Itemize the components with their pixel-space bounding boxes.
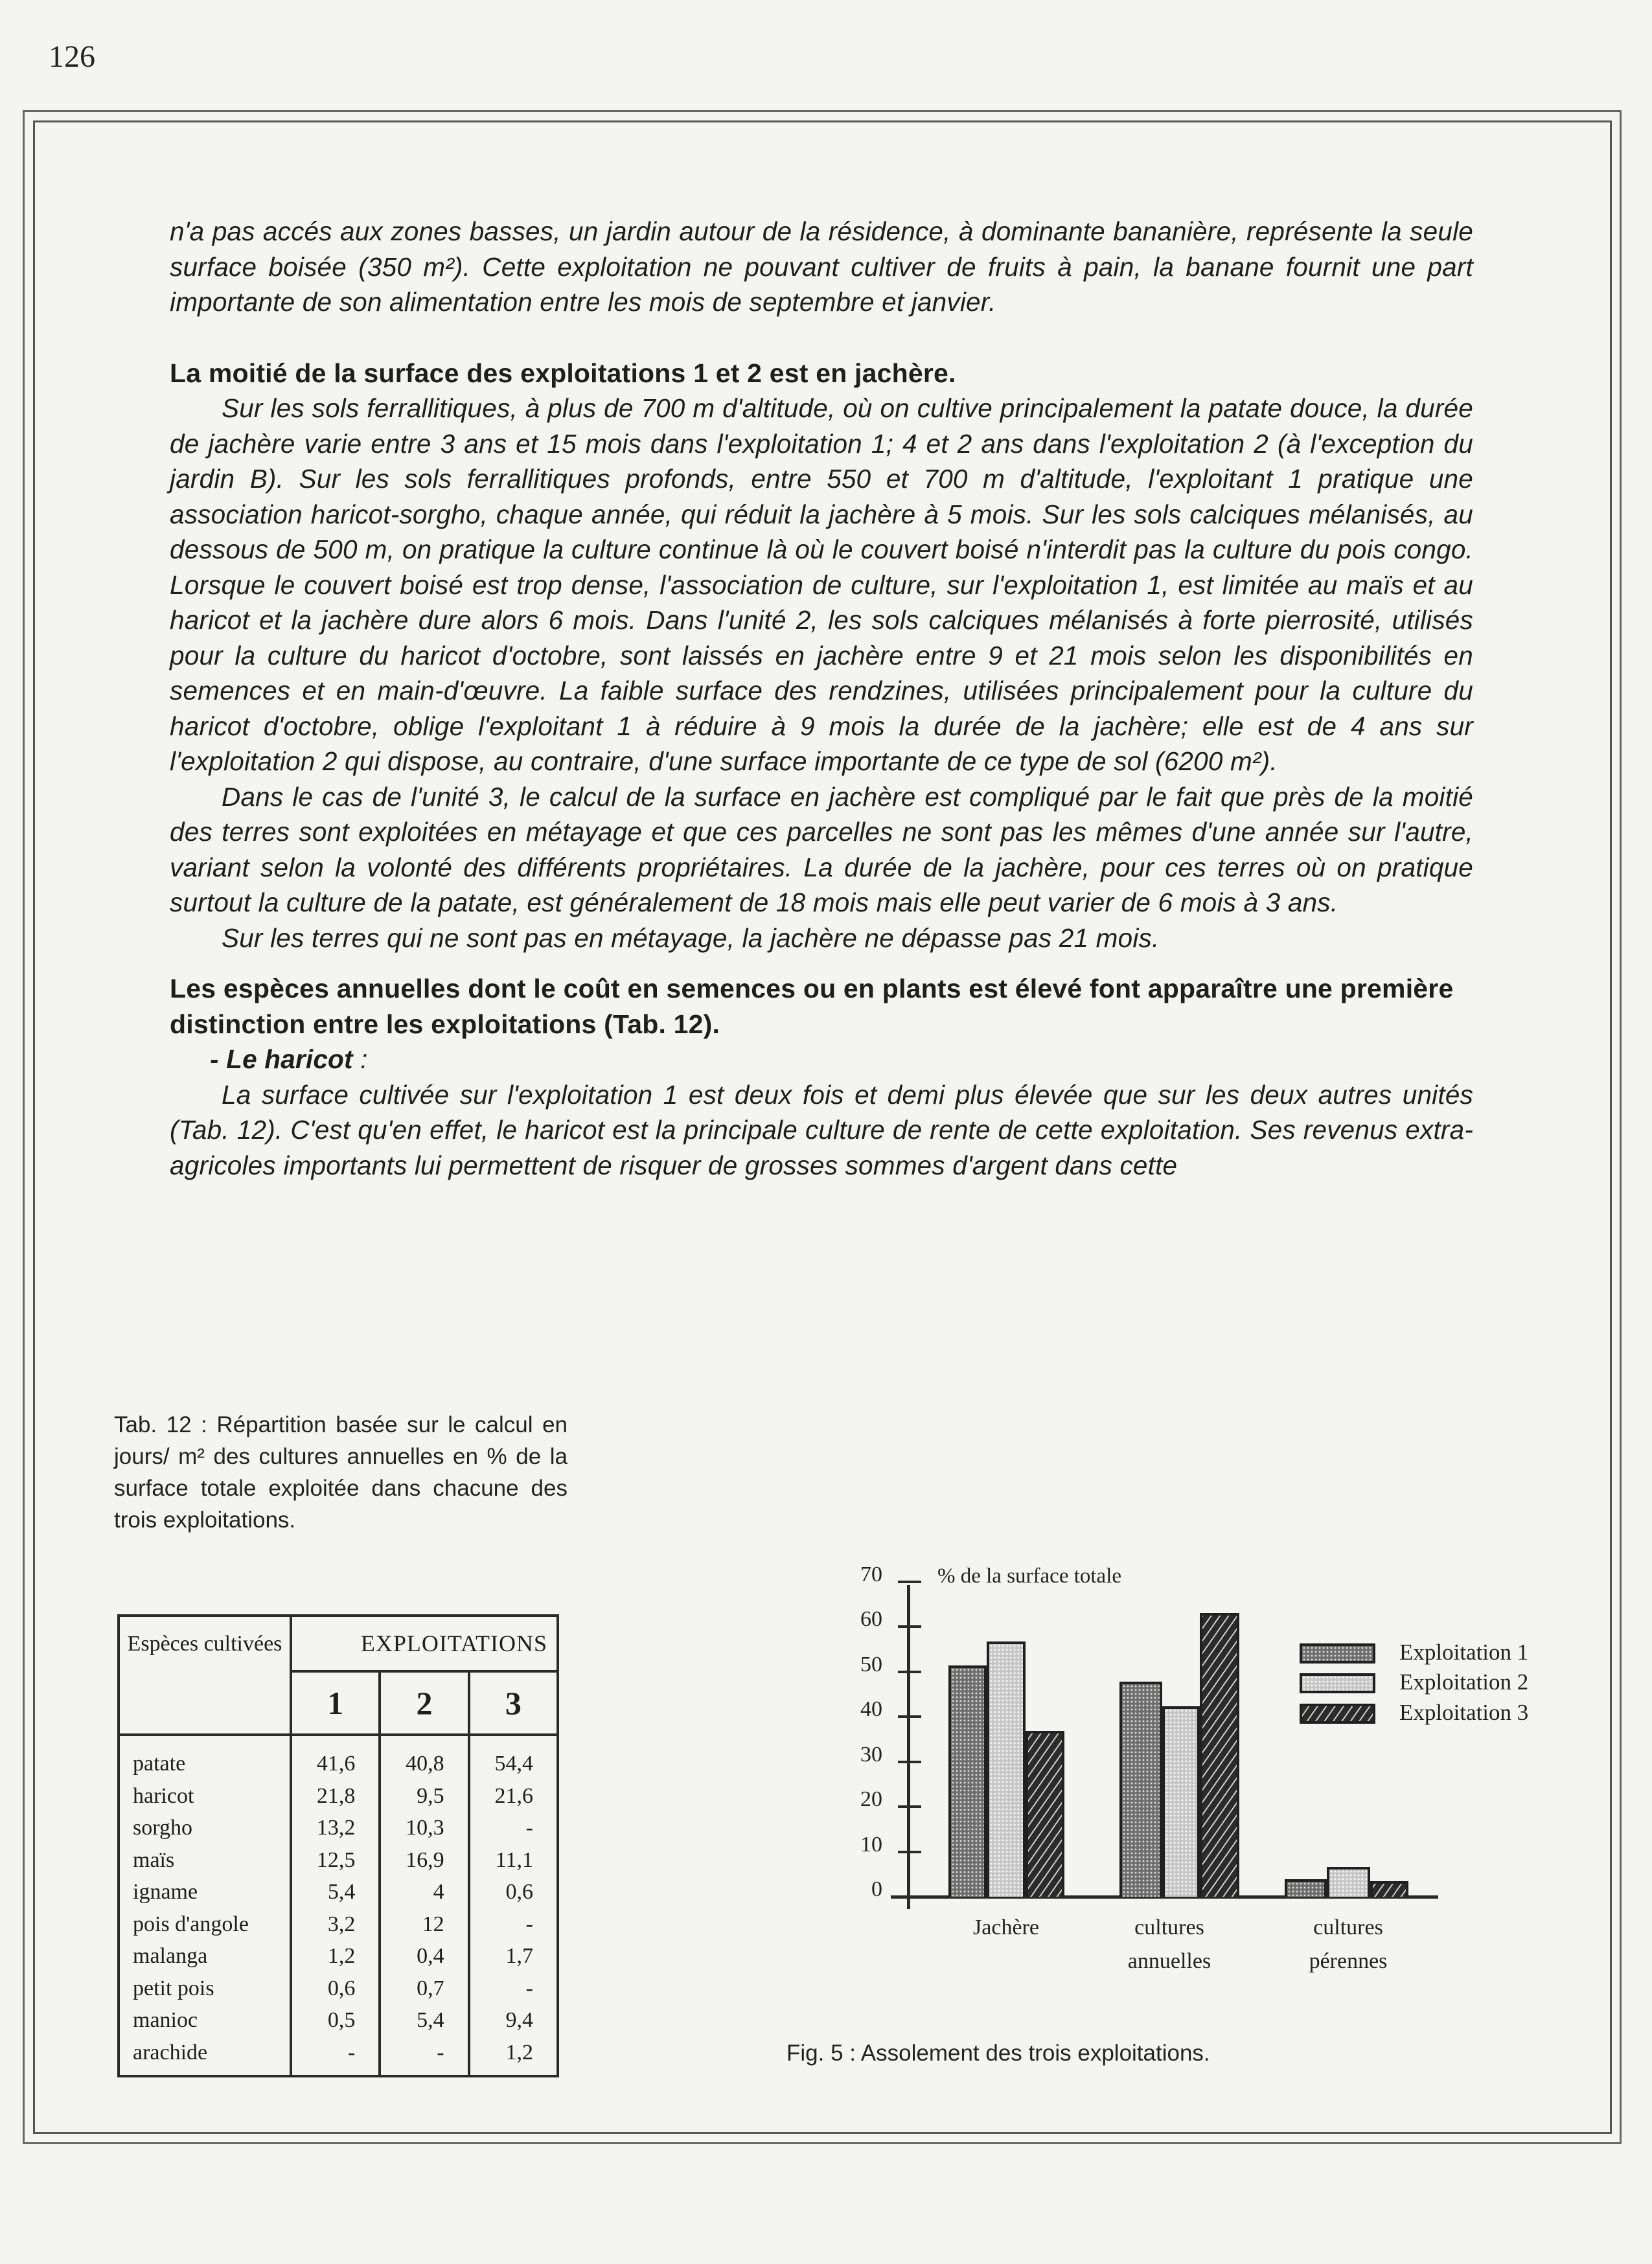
paragraph-continuation: n'a pas accés aux zones basses, un jardin autour de la résidence, à dominante bananière, représente la seule surface boisée (350 m²). Cette exploitation ne pouvant cultiver de fruits à pain, la banane fournit une part importante de son alimentation entre les mois de septembre et janvier. bbox=[170, 216, 1473, 317]
table-caption: Tab. 12 : Répartition basée sur le calcul en jours/ m² des cultures annuelles en % de la surface totale exploitée dans chacune des trois exploitations. bbox=[114, 1412, 568, 1533]
y-tick-label: 50 bbox=[860, 1652, 882, 1676]
paragraph-unite-3: Dans le cas de l'unité 3, le calcul de la surface en jachère est compliqué par le fait que près de la moitié des terres sont exploitées en métayage et que ces parcelles ne sont pas les mêmes d'une année sur l'autre, variant selon la volonté des différents propriétaires. La durée de la jachère, pour ces terres où on pratique surtout la culture de la patate, est généralement de 18 mois mais elle peut varier de 6 mois à 3 ans. bbox=[170, 781, 1473, 917]
bar-3 bbox=[1200, 1613, 1239, 1897]
table-cell: - bbox=[525, 1976, 533, 2000]
table-cell: 0,5 bbox=[327, 2008, 356, 2032]
y-tick-label: 10 bbox=[860, 1832, 882, 1857]
header-col-1: 1 bbox=[291, 1671, 380, 1735]
table-row-label: maïs bbox=[133, 1847, 175, 1872]
legend-swatch bbox=[1300, 1673, 1375, 1693]
table-row-label: pois d'angole bbox=[133, 1912, 249, 1936]
paragraph-ferrallitiques: Sur les sols ferrallitiques, à plus de 700 m d'altitude, où on cultive principalement la patate douce, la durée de jachère varie entre 3 ans et 15 mois dans l'exploitation 1; 4 et 2 ans dans l'exploitation 2 (à l'exception du jardin B). Sur les sols ferrallitiques profonds, entre 550 et 700 m d'altitude, l'exploitant 1 pratique une association haricot-sorgho, chaque année, qui réduit la jachère à 5 mois. Sur les sols calciques mélanisés, au dessous de 500 m, on pratique la culture continue là où le couvert boisé n'interdit pas la culture du pois congo. Lorsque le couvert boisé est trop dense, l'association de culture, sur l'exploitation 1, est limitée au maïs et au haricot et la jachère dure alors 6 mois. Dans l'unité 2, les sols calciques mélanisés à forte pierrosité, utilisés pour la culture du haricot d'octobre, sont laissés en jachère entre 9 et 21 mois selon les disponibilités en semences et en main-d'œuvre. La faible surface des rendzines, utilisées principalement pour la culture du haricot d'octobre, oblige l'exploitant 1 à réduire à 9 mois la durée de la jachère; elle est de 4 ans sur l'exploitation 2 qui dispose, au contraire, d'une surface importante de ce type de sol (6200 m²). bbox=[170, 393, 1473, 776]
x-axis-label: cultures pérennes bbox=[1309, 1915, 1388, 1973]
table-row-label: petit pois bbox=[133, 1976, 214, 2000]
header-col-2: 2 bbox=[380, 1671, 468, 1735]
legend-swatch bbox=[1300, 1643, 1375, 1664]
table-row-label: haricot bbox=[133, 1783, 194, 1808]
table-cell: 12 bbox=[422, 1912, 444, 1936]
header-species: Espèces cultivées bbox=[119, 1616, 291, 1735]
table-cell: - bbox=[525, 1816, 533, 1840]
y-tick-label: 30 bbox=[860, 1742, 882, 1767]
header-exploitations: EXPLOITATIONS bbox=[291, 1616, 558, 1671]
species-column bbox=[119, 1735, 291, 2076]
section-heading-especes-annuelles: Les espèces annuelles dont le coût en semences ou en plants est élevé font apparaître une première distinction entre les exploitations (Tab. 12). bbox=[170, 974, 1454, 1039]
figure-caption: Fig. 5 : Assolement des trois exploitations. bbox=[786, 2041, 1210, 2066]
y-tick-mark bbox=[898, 1671, 921, 1673]
table-cell: 4 bbox=[433, 1880, 444, 1904]
table-cell: 3,2 bbox=[327, 1912, 356, 1936]
y-tick-label: 60 bbox=[860, 1607, 882, 1631]
y-tick-label: 70 bbox=[860, 1562, 882, 1586]
table-cell: 40,8 bbox=[406, 1752, 444, 1776]
table-cell: 0,4 bbox=[417, 1944, 444, 1968]
table-cell: 12,5 bbox=[316, 1847, 356, 1872]
table-row-label: sorgho bbox=[133, 1816, 192, 1840]
table-cell: 5,4 bbox=[417, 2008, 444, 2032]
y-tick-label: 20 bbox=[860, 1787, 882, 1811]
table-row-label: malanga bbox=[133, 1944, 208, 1968]
table-cell: - bbox=[525, 1912, 533, 1936]
bar-1 bbox=[1285, 1879, 1327, 1897]
y-tick-mark bbox=[898, 1625, 921, 1628]
table-row-label: manioc bbox=[133, 2008, 198, 2032]
paragraph-haricot: La surface cultivée sur l'exploitation 1 est deux fois et demi plus élevée que sur les deux autres unités (Tab. 12). C'est qu'en effet, le haricot est la principale culture de rente de cette exploitation. Ses revenus extra-agricoles importants lui permettent de risquer de grosses sommes d'argent dans cette bbox=[170, 1079, 1473, 1180]
table-cell: 54,4 bbox=[494, 1752, 533, 1776]
table-cell: 16,9 bbox=[406, 1847, 444, 1872]
page-number: 126 bbox=[49, 40, 95, 74]
bar-3 bbox=[1370, 1881, 1408, 1897]
table-cell: 41,6 bbox=[316, 1752, 356, 1776]
legend-label: Exploitation 2 bbox=[1399, 1669, 1529, 1695]
bar-2 bbox=[1162, 1706, 1200, 1897]
exploitation-2-column bbox=[380, 1735, 468, 2076]
table-cell: - bbox=[347, 2040, 356, 2064]
table-cell: 5,4 bbox=[327, 1880, 356, 1904]
chart-y-title: % de la surface totale bbox=[937, 1564, 1122, 1588]
table-row-label: patate bbox=[133, 1752, 186, 1776]
table-cell: 0,7 bbox=[417, 1976, 444, 2000]
table-cell: 9,4 bbox=[505, 2008, 533, 2032]
legend-swatch bbox=[1300, 1704, 1375, 1724]
table-cell: 1,7 bbox=[505, 1944, 533, 1968]
bar-3 bbox=[1026, 1731, 1064, 1897]
body-text bbox=[170, 214, 1473, 1183]
table-cell: 1,2 bbox=[327, 1944, 356, 1968]
table-cell: 13,2 bbox=[316, 1816, 356, 1840]
header-col-3: 3 bbox=[469, 1671, 558, 1735]
legend-label: Exploitation 1 bbox=[1399, 1640, 1529, 1665]
y-tick-label: 0 bbox=[871, 1877, 882, 1901]
table-cell: 10,3 bbox=[406, 1816, 444, 1840]
table-cell: 1,2 bbox=[505, 2040, 533, 2064]
crops-table bbox=[117, 1614, 559, 2077]
legend-label: Exploitation 3 bbox=[1399, 1700, 1529, 1725]
y-axis bbox=[907, 1585, 910, 1909]
y-tick-label: 40 bbox=[860, 1697, 882, 1721]
y-tick-mark bbox=[898, 1805, 921, 1808]
table-row-label: igname bbox=[133, 1880, 198, 1904]
table-cell: 21,8 bbox=[316, 1783, 356, 1808]
exploitation-3-column bbox=[469, 1735, 558, 2076]
table-cell: - bbox=[437, 2040, 444, 2064]
subheading-haricot: - Le haricot : bbox=[210, 1044, 368, 1074]
bar-2 bbox=[987, 1641, 1026, 1897]
table-row-label: arachide bbox=[133, 2040, 208, 2064]
exploitation-1-column bbox=[291, 1735, 380, 2076]
bar-1 bbox=[948, 1665, 987, 1897]
x-axis-label: Jachère bbox=[973, 1915, 1039, 1939]
paragraph-metayage: Sur les terres qui ne sont pas en métayage, la jachère ne dépasse pas 21 mois. bbox=[222, 922, 1160, 953]
table-cell: 21,6 bbox=[494, 1783, 533, 1808]
y-tick-mark bbox=[898, 1761, 921, 1763]
section-heading-jachere: La moitié de la surface des exploitations 1 et 2 est en jachère. bbox=[170, 358, 956, 388]
y-tick-mark bbox=[898, 1851, 921, 1853]
bar-1 bbox=[1119, 1682, 1162, 1897]
table-cell: 11,1 bbox=[495, 1847, 533, 1872]
x-axis-label: cultures annuelles bbox=[1127, 1915, 1211, 1973]
y-tick-mark bbox=[898, 1715, 921, 1718]
table-cell: 9,5 bbox=[417, 1783, 444, 1808]
y-tick-mark bbox=[898, 1581, 921, 1583]
table-cell: 0,6 bbox=[505, 1880, 533, 1904]
table-cell: 0,6 bbox=[327, 1976, 356, 2000]
bar-2 bbox=[1327, 1867, 1370, 1897]
